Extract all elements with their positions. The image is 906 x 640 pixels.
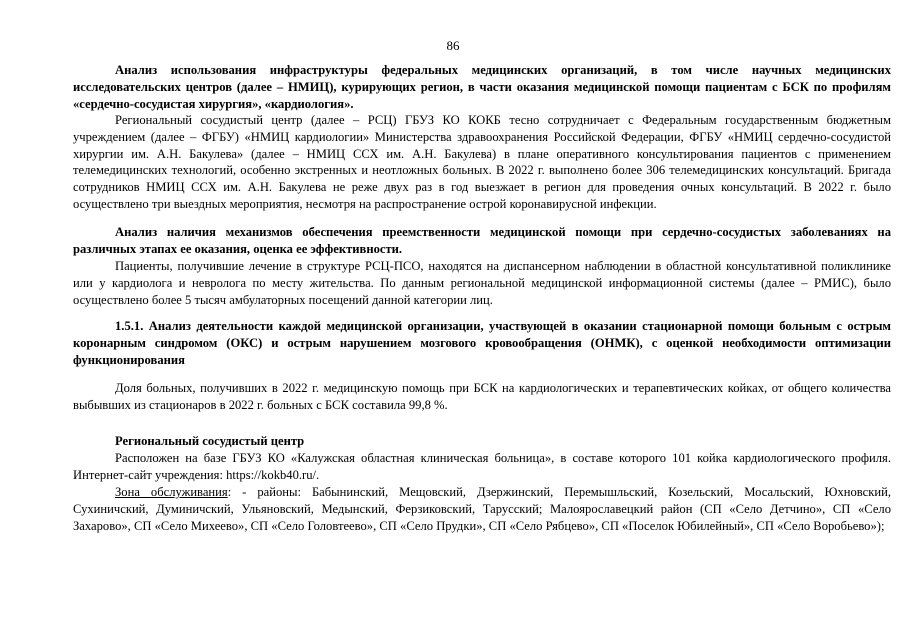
- service-zone-label: Зона обслуживания: [115, 485, 228, 499]
- page-number: 86: [446, 38, 460, 53]
- rsc-location-paragraph: Расположен на базе ГБУЗ КО «Калужская областная клиническая больница», в составе которого 101 койка кардиологического профиля. Интернет-сайт учреждения: https://kokb40.ru/.: [73, 451, 891, 482]
- analysis-infrastructure-heading: Анализ использования инфраструктуры федеральных медицинских организаций, в том числе научных медицинских исследовательских центров (далее – НМИЦ), курирующих регион, в части оказания медицинской помощи пациентам с БСК по профилям «сердечно-сосудистая хирургия», «кардиология».: [73, 63, 891, 111]
- service-zone-paragraph: [73, 484, 891, 534]
- share-paragraph: Доля больных, получивших в 2022 г. медицинскую помощь при БСК на кардиологических и терапевтических койках, от общего количества выбывших из стационаров в 2022 г. больных с БСК составила 99,8 %.: [73, 381, 891, 412]
- section-heading: 1.5.1. Анализ деятельности каждой медицинской организации, участвующей в оказании стационарной помощи больным с острым коронарным синдромом (ОКС) и острым нарушением мозгового кровообращения (ОНМК), с оценкой необходимости оптимизации функционирования: [73, 319, 891, 367]
- patients-paragraph: Пациенты, получившие лечение в структуре РСЦ-ПСО, находятся на диспансерном наблюдении в областной консультативной поликлинике или у кардиолога и невролога по месту жительства. По данным региональной медицинской информационной системы (далее – РМИС), было осуществлено более 5 тысяч амбулаторных посещений данной категории лиц.: [73, 259, 891, 307]
- regional-center-paragraph: Региональный сосудистый центр (далее – РСЦ) ГБУЗ КО КОКБ тесно сотрудничает с Федеральным государственным бюджетным учреждением (далее – ФГБУ) «НМИЦ кардиологии» Министерства здравоохранения Российской Федерации, ФГБУ «НМИЦ сердечно-сосудистой хирургии им. А.Н. Бакулева» (далее – НМИЦ ССХ им. А.Н. Бакулева) в плане оперативного консультирования пациентов с применением телемедицинских технологий, особенно экстренных и неотложных больных. В 2022 г. выполнено более 306 телемедицинских консультаций. Бригада сотрудников НМИЦ ССХ им. А.Н. Бакулева не реже двух раз в год выезжает в регион для проведения очных консультаций. В 2022 г. было осуществлено три выездных мероприятия, несмотря на распространение острой коронавирусной инфекции.: [73, 113, 891, 211]
- rsc-heading: Региональный сосудистый центр: [115, 434, 305, 448]
- continuity-heading: Анализ наличия механизмов обеспечения преемственности медицинской помощи при сердечно-сосудистых заболеваниях на различных этапах ее оказания, оценка ее эффективности.: [73, 225, 891, 256]
- service-zone-text: : - районы: Бабынинский, Мещовский, Дзержинский, Перемышльский, Козельский, Мосальский, Юхновский, Сухиничский, Думиничский, Ульяновский, Медынский, Ферзиковский, Тарусский; Малоярославецкий район (СП «Село Детчино», СП «Село Захарово», СП «Село Михеево», СП «Село Головтеево», СП «Село Прудки», СП «Село Рябцево», СП «Поселок Юбилейный», СП «Село Воробьево»);: [73, 485, 891, 533]
